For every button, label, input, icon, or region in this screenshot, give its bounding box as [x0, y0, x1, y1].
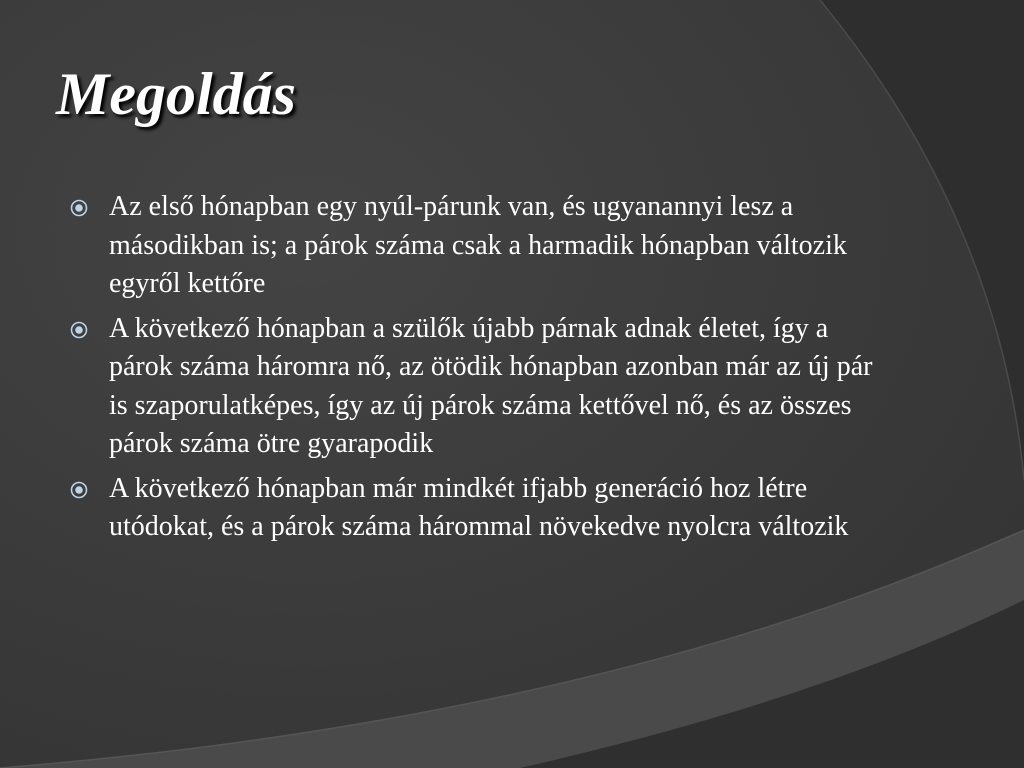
bullet-text-3: A következő hónapban már mindkét ifjabb generáció hoz létre utódokat, és a párok száma hárommal növekedve nyolcra változik	[109, 472, 849, 542]
slide-title: Megoldás	[56, 61, 296, 127]
bullet-list	[66, 188, 886, 553]
bullet-item-2	[66, 310, 886, 464]
bullet-text-2: A következő hónapban a szülők újabb párnak adnak életet, így a párok száma háromra nő, az ötödik hónapban azonban már az új pár is szaporulatképes, így az új párok száma kettővel nő, és az összes párok száma ötre gyarapodik	[109, 312, 873, 459]
bullet-item-3	[66, 470, 886, 547]
bullet-text-1: Az első hónapban egy nyúl-párunk van, és ugyanannyi lesz a másodikban is; a párok száma csak a harmadik hónapban változik egyről kettőre	[109, 191, 847, 299]
circle-target-icon	[70, 321, 88, 339]
circle-target-icon	[70, 199, 88, 217]
circle-target-icon	[70, 481, 88, 499]
bullet-item-1	[66, 188, 886, 304]
